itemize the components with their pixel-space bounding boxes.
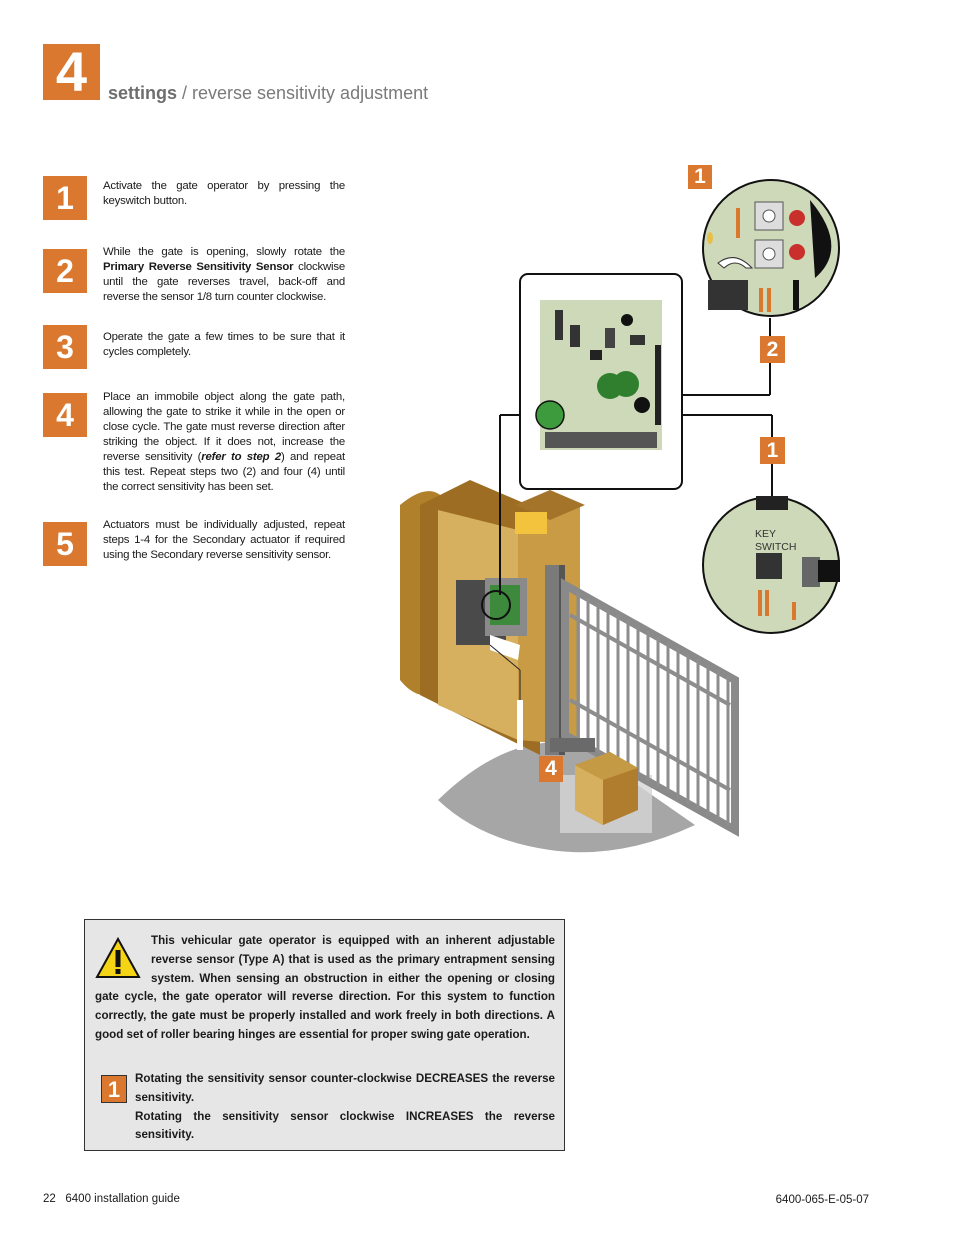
key-switch-label-line2: SWITCH xyxy=(755,541,797,553)
step-3-badge: 3 xyxy=(43,325,87,369)
guide-name: 6400 installation guide xyxy=(65,1193,180,1205)
warning-light xyxy=(515,512,547,534)
warning-box xyxy=(84,919,565,1151)
step-3-text: Operate the gate a few times to be sure that it cycles completely. xyxy=(103,331,345,358)
figure-label-1-top: 1 xyxy=(688,165,712,189)
note-badge: 1 xyxy=(101,1075,127,1103)
warning-triangle-icon xyxy=(95,936,141,980)
page-number: 22 xyxy=(43,1193,56,1205)
obstruction-box xyxy=(575,752,638,825)
step-2-text xyxy=(103,245,345,305)
warning-text: This vehicular gate operator is equipped with an inherent adjustable reverse sensor (Type A) that is used as the primary entrapment sensing system. When sensing an obstruction in either the opening or closing gate cycle, the gate operator will reverse direction. For this system to function correctly, the gate must be properly installed and work freely in both directions. A good set of roller bearing hinges are essential for proper swing gate operation. xyxy=(95,934,555,1041)
step-4-text-post: ) and repeat this test. Repeat steps two (2) and four (4) until the correct sensitivity has been set. xyxy=(103,451,345,493)
page-title-bold: settings xyxy=(108,83,178,103)
figure-label-4: 4 xyxy=(539,756,563,782)
section-number-badge: 4 xyxy=(43,44,100,100)
step-1-badge: 1 xyxy=(43,176,87,220)
page-title-rest: / reverse sensitivity adjustment xyxy=(177,83,429,103)
step-4-text-bold: refer to step 2 xyxy=(201,451,281,463)
figure-label-2: 2 xyxy=(760,336,785,363)
step-2-text-post: clockwise until the gate reverses travel, back-off and reverse the sensor 1/8 turn counter clockwise. xyxy=(103,261,346,303)
footer-left xyxy=(43,1193,180,1205)
step-2-text-pre: While the gate is opening, slowly rotate the xyxy=(103,246,345,258)
step-4-badge: 4 xyxy=(43,393,87,437)
step-2-text-bold: Primary Reverse Sensitivity Sensor xyxy=(103,261,294,273)
note-text xyxy=(135,1070,555,1145)
note-line-2: Rotating the sensitivity sensor clockwise INCREASES the reverse sensitivity. xyxy=(135,1109,555,1142)
key-switch-label xyxy=(755,528,796,554)
sensor-closeup-inset xyxy=(703,180,839,316)
warning-text-block xyxy=(95,932,555,1045)
step-1-text: Activate the gate operator by pressing the keyswitch button. xyxy=(103,180,345,207)
figure-label-1-bottom: 1 xyxy=(760,437,785,464)
step-4-text xyxy=(103,390,345,495)
step-5-text: Actuators must be individually adjusted, repeat steps 1-4 for the Secondary actuator if required using the Secondary reverse sensitivity sensor. xyxy=(103,519,345,561)
step-2-badge: 2 xyxy=(43,249,87,293)
document-code: 6400-065-E-05-07 xyxy=(775,1194,869,1206)
note-line-1: Rotating the sensitivity sensor counter-clockwise DECREASES the reverse sensitivity. xyxy=(135,1072,555,1104)
keyswitch-closeup-inset xyxy=(703,496,840,633)
gate-operator-illustration xyxy=(390,160,850,860)
key-switch-button xyxy=(756,553,782,579)
key-switch-label-line1: KEY xyxy=(755,528,777,540)
step-5-badge: 5 xyxy=(43,522,87,566)
gate-post xyxy=(545,565,559,755)
page-title xyxy=(108,83,428,104)
step-4-text-pre: Place an immobile object along the gate path, allowing the gate to strike it while in the open or close cycle. The gate must reverse direction after striking the object. If it does not, increase the reverse sensitivity ( xyxy=(103,391,345,463)
